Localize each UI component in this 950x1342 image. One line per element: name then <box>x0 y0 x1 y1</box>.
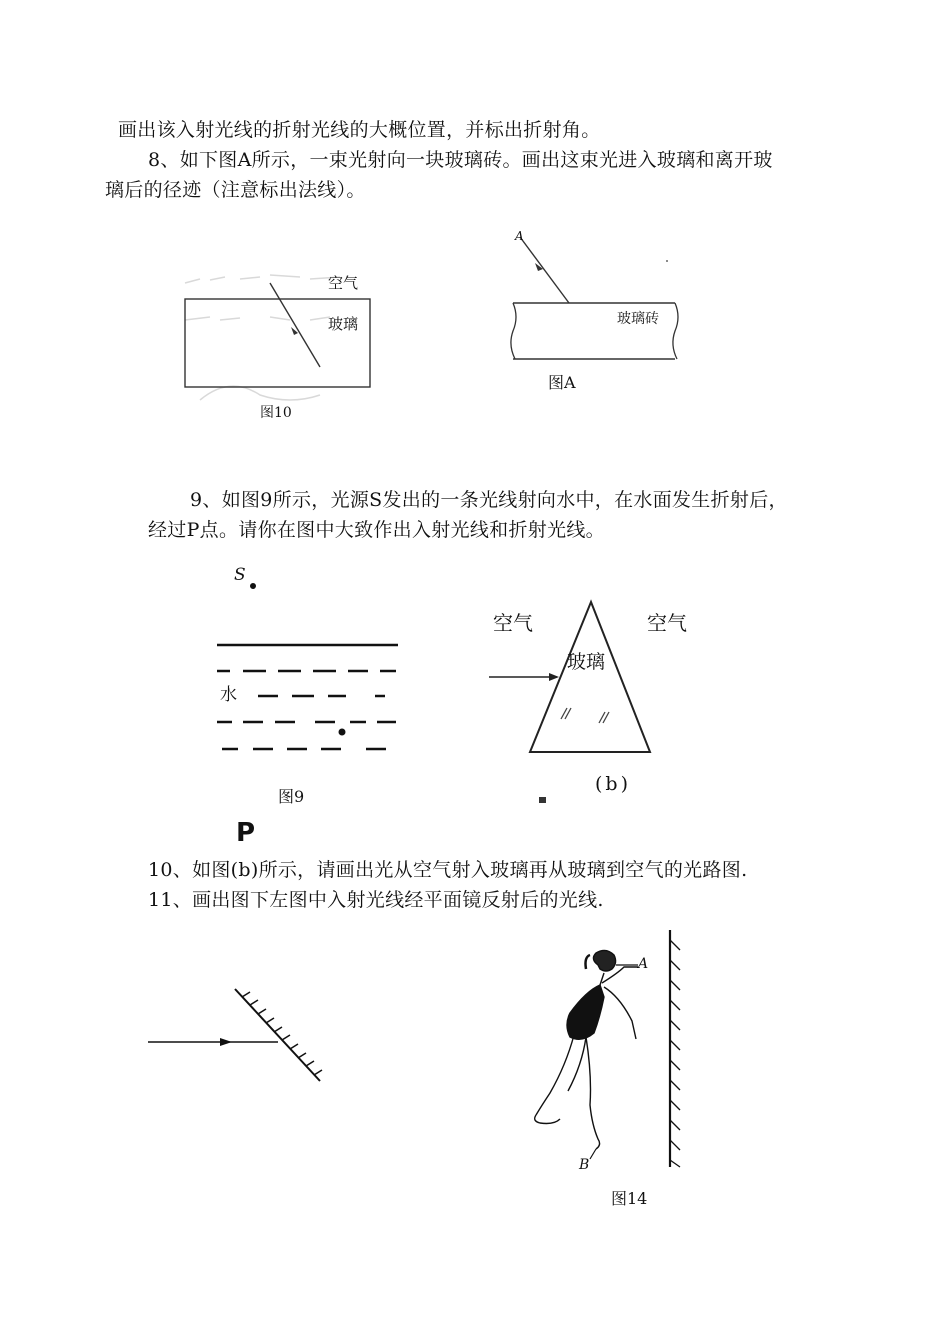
source-s-label: S <box>234 565 246 585</box>
incident-ray <box>270 283 320 367</box>
question-8-line-1: 8、如下图A所示，一束光射向一块玻璃砖。画出这束光进入玻璃和离开玻 <box>148 149 773 171</box>
question-11: 11、画出图下左图中入射光线经平面镜反射后的光线. <box>148 889 604 911</box>
speck-b <box>539 797 546 803</box>
pointer-b <box>590 1149 596 1159</box>
brick-right-break <box>673 303 678 359</box>
question-9-line-2: 经过P点。请你在图中大致作出入射光线和折射光线。 <box>148 519 605 541</box>
girl-figure <box>535 950 638 1149</box>
fig10-air-label: 空气 <box>328 274 359 292</box>
air-right-label: 空气 <box>647 611 687 635</box>
brick-left-break <box>511 303 516 359</box>
glass-hatch-marks <box>561 708 609 723</box>
mirror-hatch <box>242 992 322 1075</box>
faint-background-marks <box>185 275 340 400</box>
incident-ray-a <box>520 237 569 303</box>
water-dashes <box>217 671 396 749</box>
figure-14 <box>520 925 720 1215</box>
question-10: 10、如图(b)所示，请画出光从空气射入玻璃再从玻璃到空气的光路图. <box>148 859 748 881</box>
fig10-caption: 图10 <box>260 405 292 421</box>
air-left-label: 空气 <box>493 611 533 635</box>
glass-brick-label: 玻璃砖 <box>617 311 659 327</box>
mirror-figure <box>140 980 340 1090</box>
fig10-glass-label: 玻璃 <box>328 315 359 333</box>
fig-a-point-label: A <box>515 229 524 243</box>
question-8-line-2: 璃后的径迹（注意标出法线）。 <box>105 179 366 201</box>
question-9-line-1: 9、如图9所示，光源S发出的一条光线射向水中，在水面发生折射后， <box>190 489 788 511</box>
mirror-figure-drawing <box>140 980 340 1090</box>
figure-9-drawing <box>210 560 410 780</box>
water-label: 水 <box>220 685 237 705</box>
fig9-caption: 图9 <box>278 787 305 806</box>
fig14-caption: 图14 <box>611 1189 648 1208</box>
figure-a <box>505 225 705 395</box>
light-source-s <box>250 583 256 589</box>
fig-a-caption: 图A <box>548 373 576 392</box>
figure-b <box>485 595 715 815</box>
fig-b-caption: (b) <box>595 773 631 795</box>
figure-10 <box>170 265 380 425</box>
figure-a-drawing <box>505 225 705 365</box>
prism-glass-label: 玻璃 <box>567 651 606 673</box>
figure-14-drawing <box>520 925 720 1175</box>
point-p-dot <box>339 729 346 736</box>
point-a-label: A <box>638 956 649 972</box>
point-p-label: P <box>236 818 256 848</box>
plane-mirror <box>235 989 320 1081</box>
ray-b-arrowhead <box>549 673 559 681</box>
figure-9 <box>210 560 410 860</box>
point-b-label: B <box>579 1157 590 1173</box>
vertical-mirror-hatch <box>670 940 680 1167</box>
mirror-ray-arrowhead <box>220 1038 232 1046</box>
speck <box>666 260 668 262</box>
intro-line: 画出该入射光线的折射光线的大概位置，并标出折射角。 <box>118 119 601 141</box>
